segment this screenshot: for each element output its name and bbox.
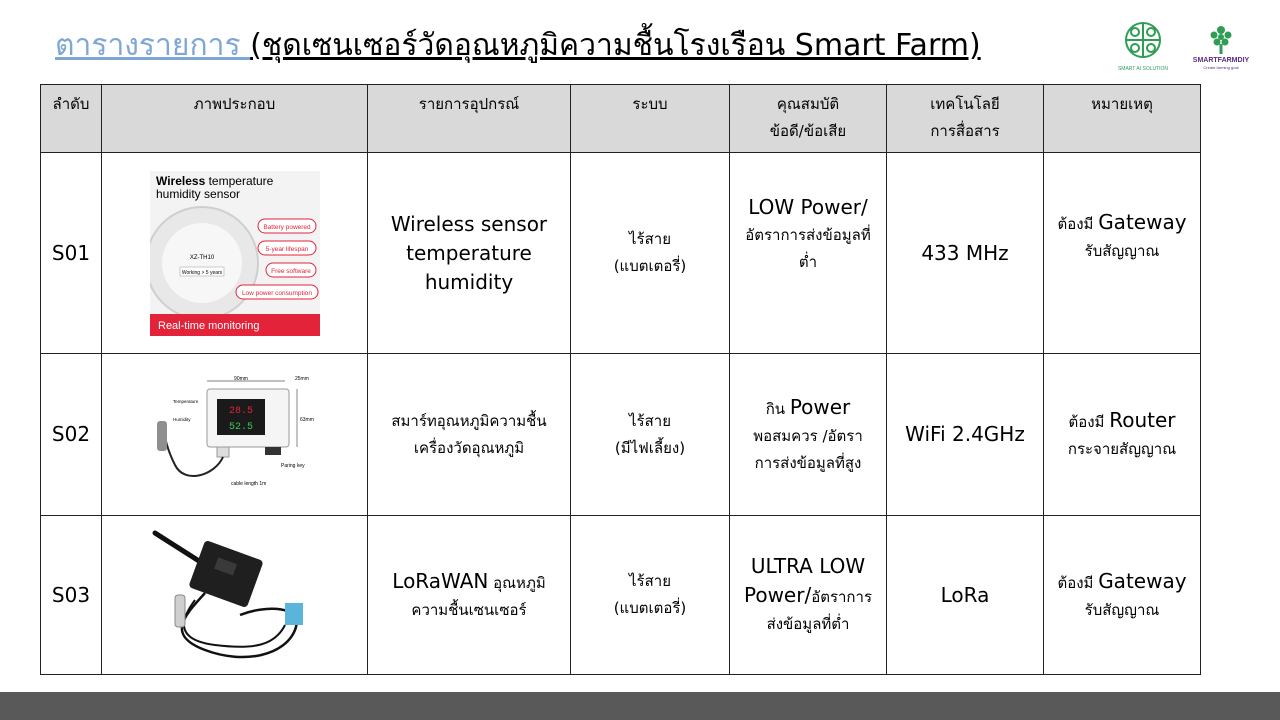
logo2-subcaption: Create farming goal <box>1203 65 1239 70</box>
wifi-sensor-image <box>145 375 325 495</box>
system-cell <box>571 516 730 675</box>
svg-text:Humidity: Humidity <box>172 416 191 422</box>
note-prefix: ต้องมี <box>1057 215 1099 233</box>
note-line: กระจายสัญญาณ <box>1067 440 1177 458</box>
system-line: ไร้สาย <box>629 572 671 590</box>
note-prefix: ต้องมี <box>1068 413 1110 431</box>
system-line: (แบตเตอรี่) <box>613 257 687 275</box>
note-prefix: ต้องมี <box>1057 573 1099 592</box>
image-cell <box>102 516 368 675</box>
note-cell <box>1044 153 1201 354</box>
logo2-caption: SMARTFARMDIY <box>1192 57 1250 64</box>
image-cell <box>102 354 368 516</box>
svg-text:28.5: 28.5 <box>228 405 253 417</box>
bottom-bar <box>0 692 1280 720</box>
device-name <box>368 153 571 354</box>
property-keyword: Power <box>789 394 851 419</box>
header-image: ภาพประกอบ <box>102 85 368 153</box>
property-line: LOW Power/ <box>748 195 868 219</box>
technology-cell: WiFi 2.4GHz <box>887 354 1044 516</box>
logo1-caption: SMART AI SOLUTION <box>1117 66 1169 72</box>
technology-cell: 433 MHz <box>887 153 1044 354</box>
header-technology <box>887 85 1044 153</box>
header-order: ลำดับ <box>41 85 102 153</box>
property-line: ส่งข้อมูลที่ต่ำ <box>766 615 850 633</box>
brain-circuit-logo <box>1112 18 1174 74</box>
svg-text:Low power consumption: Low power consumption <box>241 289 312 297</box>
properties-cell <box>730 516 887 675</box>
wireless-sensor-image <box>150 171 320 336</box>
device-name <box>368 516 571 675</box>
title-text: (ชุดเซนเซอร์วัดอุณหภูมิความชื้นโรงเรือน Smart Farm) <box>250 28 981 63</box>
header-properties-line2: ข้อดี/ข้อเสีย <box>769 122 847 140</box>
lorawan-sensor-image <box>145 525 325 665</box>
system-line: (มีไฟเลี้ยง) <box>614 438 686 457</box>
svg-text:90mm: 90mm <box>233 375 248 382</box>
row-id: S01 <box>41 153 102 354</box>
header-properties-line1: คุณสมบัติ <box>776 95 840 113</box>
property-text: อัตราการ <box>811 588 872 606</box>
svg-text:cable length 1m: cable length 1m <box>230 480 266 487</box>
header-technology-line2: การสื่อสาร <box>930 122 1000 140</box>
title-link[interactable]: ตารางรายการ <box>55 28 251 63</box>
equipment-table <box>40 84 1201 675</box>
device-name <box>368 354 571 516</box>
svg-text:XZ-TH10: XZ-TH10 <box>189 254 214 261</box>
svg-text:25mm: 25mm <box>294 375 309 382</box>
property-line: พอสมควร /อัตรา <box>753 426 863 445</box>
device-keyword: LoRaWAN <box>392 568 489 593</box>
note-keyword: Gateway <box>1098 210 1187 234</box>
svg-text:Free software: Free software <box>270 267 311 275</box>
note-keyword: Gateway <box>1098 568 1187 593</box>
system-cell <box>571 153 730 354</box>
row-id: S02 <box>41 354 102 516</box>
property-line: ต่ำ <box>798 253 818 271</box>
svg-text:Real-time monitoring: Real-time monitoring <box>157 319 259 332</box>
header-technology-line1: เทคโนโลยี <box>930 95 1000 113</box>
note-cell <box>1044 516 1201 675</box>
property-text: กิน <box>765 399 790 418</box>
svg-text:Temperature: Temperature <box>172 398 198 404</box>
header-device: รายการอุปกรณ์ <box>368 85 571 153</box>
property-line: การส่งข้อมูลที่สูง <box>754 453 862 472</box>
page-title <box>55 24 981 68</box>
system-line: ไร้สาย <box>629 230 671 248</box>
svg-text:Wireless temperature: Wireless temperature <box>155 173 273 188</box>
svg-text:63mm: 63mm <box>299 416 314 423</box>
table-header-row <box>41 85 1201 153</box>
header-system: ระบบ <box>571 85 730 153</box>
property-line: อัตราการส่งข้อมูลที่ <box>745 226 871 244</box>
header-properties <box>730 85 887 153</box>
device-line: Wireless sensor <box>390 211 548 236</box>
table-row <box>41 354 1201 516</box>
tree-logo <box>1192 22 1250 72</box>
note-line: รับสัญญาณ <box>1084 242 1160 260</box>
device-line: temperature <box>406 240 532 265</box>
properties-cell <box>730 153 887 354</box>
svg-text:humidity sensor: humidity sensor <box>155 186 240 201</box>
row-id: S03 <box>41 516 102 675</box>
device-line: สมาร์ทอุณหภูมิความชื้น <box>391 411 547 430</box>
svg-text:5-year lifespan: 5-year lifespan <box>265 245 308 253</box>
device-line: เครื่องวัดอุณหภูมิ <box>413 438 525 457</box>
svg-text:52.5: 52.5 <box>228 421 253 433</box>
header-note: หมายเหตุ <box>1044 85 1201 153</box>
note-cell <box>1044 354 1201 516</box>
technology-cell: LoRa <box>887 516 1044 675</box>
device-text: อุณหภูมิ <box>488 573 546 592</box>
table-row <box>41 516 1201 675</box>
note-line: รับสัญญาณ <box>1084 600 1160 619</box>
property-line: ULTRA LOW <box>750 554 866 578</box>
properties-cell <box>730 354 887 516</box>
image-cell <box>102 153 368 354</box>
system-line: (แบตเตอรี่) <box>613 599 687 617</box>
table-row <box>41 153 1201 354</box>
svg-text:Battery powered: Battery powered <box>262 223 311 231</box>
system-cell <box>571 354 730 516</box>
svg-text:Paring key: Paring key <box>280 462 305 469</box>
system-line: ไร้สาย <box>629 411 671 430</box>
note-keyword: Router <box>1109 408 1176 432</box>
svg-text:Working > 5 years: Working > 5 years <box>181 269 222 276</box>
device-line: humidity <box>424 269 514 294</box>
property-keyword: Power/ <box>743 583 812 607</box>
device-line: ความชื้นเซนเซอร์ <box>411 600 527 619</box>
